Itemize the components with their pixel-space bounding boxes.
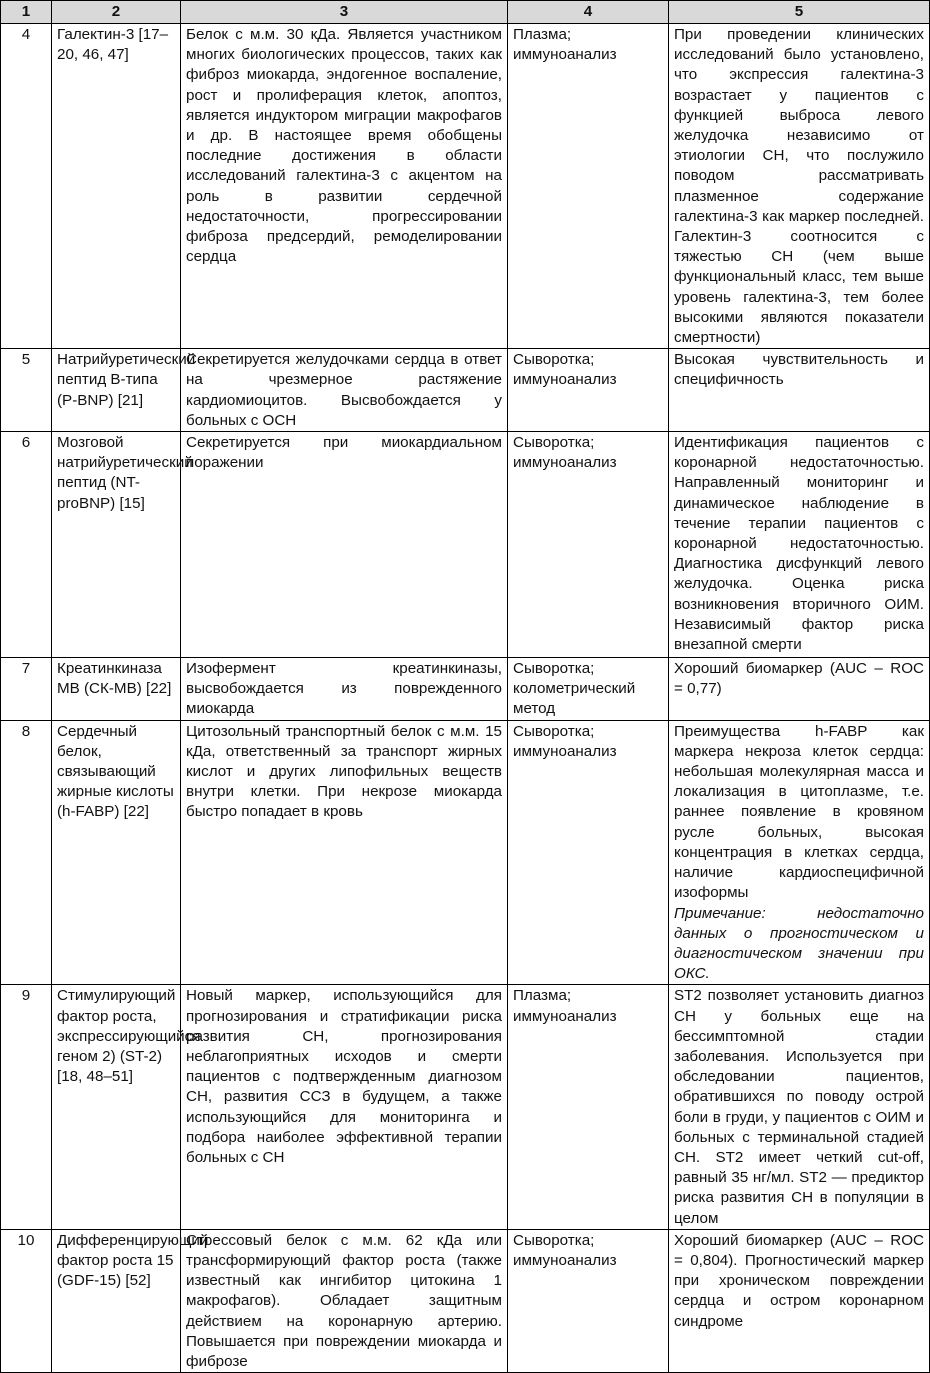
clinical-significance-text: Высокая чувствительность и специфичность: [674, 351, 924, 389]
column-header-3: 3: [181, 1, 508, 24]
marker-description: Стрессовый белок с м.м. 62 кДа или трансформирующий фактор роста (также известный как ингибитор цитокина 1 макрофагов). Обладает защитным действием на коронарную артерию. Повышается при повреждении миокарда и фиброзе: [181, 1229, 508, 1372]
marker-name: Мозговой натрийуретический пептид (NT-proBNP) [15]: [52, 432, 181, 658]
sample-and-method: Сыворотка; колометрический метод: [508, 658, 669, 721]
sample-and-method: Плазма; иммуноанализ: [508, 24, 669, 349]
row-number: 6: [1, 432, 52, 658]
marker-name: Натрийуретический пептид В-типа (P-BNP) [21]: [52, 349, 181, 432]
table-row: [1, 720, 930, 985]
sample-and-method: Сыворотка; иммуноанализ: [508, 720, 669, 985]
table-row: [1, 432, 930, 658]
marker-name: Сердечный белок, связывающий жирные кислоты (h-FABP) [22]: [52, 720, 181, 985]
column-header-2: 2: [52, 1, 181, 24]
marker-name: Стимулирующий фактор роста, экспрессирующийся геном 2) (ST-2) [18, 48–51]: [52, 985, 181, 1229]
clinical-significance: [669, 24, 930, 349]
marker-name: Креатинкиназа МВ (СК-МВ) [22]: [52, 658, 181, 721]
clinical-significance-text: Преимущества h-FABP как маркера некроза клеток сердца: небольшая молекулярная масса и локализация в цитоплазме, т.е. раннее появление в кровяном русле больных, высокая концентрация в клетках сердца, наличие кардиоспецифичной изоформы: [674, 722, 924, 902]
clinical-significance-text: При проведении клинических исследований было установлено, что экспрессия галектина-3 возрастает у пациентов с функцией выброса левого желудочка независимо от этиологии СН, что послужило поводом рассматривать плазменное содержание галектина-3 как маркер последней. Галектин-3 соотносится с тяжестью СН (чем выше функциональный класс, тем выше уровень галектина-3, тем более высокими являются показатели смертности): [674, 26, 924, 347]
table-row: [1, 658, 930, 721]
column-header-4: 4: [508, 1, 669, 24]
header-row: [1, 1, 930, 24]
table-row: [1, 985, 930, 1229]
row-number: 10: [1, 1229, 52, 1372]
clinical-significance: [669, 432, 930, 658]
clinical-significance: [669, 658, 930, 721]
marker-description: Секретируется при миокардиальном поражении: [181, 432, 508, 658]
clinical-significance-text: Хороший биомаркер (AUC – ROC = 0,804). Прогностический маркер при хроническом повреждении сердца и остром коронарном синдроме: [674, 1231, 924, 1330]
clinical-significance: [669, 720, 930, 985]
marker-description: Белок с м.м. 30 кДа. Является участником многих биологических процессов, таких как фиброз миокарда, эндогенное воспаление, рост и пролиферация клеток, апоптоз, является индуктором миграции макрофагов и др. В настоящее время обобщены последние достижения в области исследований галектина-3 с акцентом на роль в развитии сердечной недостаточности, прогрессировании фиброза предсердий, ремоделировании сердца: [181, 24, 508, 349]
sample-and-method: Сыворотка; иммуноанализ: [508, 1229, 669, 1372]
sample-and-method: Сыворотка; иммуноанализ: [508, 432, 669, 658]
marker-description: Секретируется желудочками сердца в ответ на чрезмерное растяжение кардиомиоцитов. Высвобождается у больных с ОСН: [181, 349, 508, 432]
marker-description: Изофермент креатинкиназы, высвобождается из поврежденного миокарда: [181, 658, 508, 721]
clinical-significance: [669, 349, 930, 432]
table-row: [1, 1229, 930, 1372]
row-number: 5: [1, 349, 52, 432]
column-header-5: 5: [669, 1, 930, 24]
row-number: 7: [1, 658, 52, 721]
row-number: 9: [1, 985, 52, 1229]
clinical-significance-text: Хороший биомаркер (AUC – ROC = 0,77): [674, 660, 924, 698]
table-row: [1, 349, 930, 432]
clinical-significance: [669, 1229, 930, 1372]
row-number: 4: [1, 24, 52, 349]
clinical-significance-text: Идентификация пациентов с коронарной недостаточностью. Направленный мониторинг и динамическое наблюдение в течение терапии пациентов с коронарной недостаточностью. Диагностика дисфункций левого желудочка. Оценка риска возникновения вторичного ОИМ. Независимый фактор риска внезапной смерти: [674, 434, 924, 654]
sample-and-method: Плазма; иммуноанализ: [508, 985, 669, 1229]
clinical-significance: [669, 985, 930, 1229]
marker-name: Дифференцирующий фактор роста 15 (GDF-15) [52]: [52, 1229, 181, 1372]
clinical-remark: Примечание: недостаточно данных о прогностическом и диагностическом значении при ОКС.: [674, 904, 924, 983]
sample-and-method: Сыворотка; иммуноанализ: [508, 349, 669, 432]
marker-name: Галектин-3 [17–20, 46, 47]: [52, 24, 181, 349]
table-row: [1, 24, 930, 349]
clinical-significance-text: ST2 позволяет установить диагноз СН у больных еще на бессимптомной стадии заболевания. Используется при обследовании пациентов, обратившихся по поводу острой боли в груди, у пациентов с ОИМ и больных с терминальной стадией СН. ST2 имеет четкий cut-off, равный 35 нг/мл. ST2 — предиктор риска развития СН в популяции в целом: [674, 987, 924, 1227]
marker-description: Цитозольный транспортный белок с м.м. 15 кДа, ответственный за транспорт жирных кислот и других липофильных веществ внутри клетки. При некрозе миокарда быстро попадает в кровь: [181, 720, 508, 985]
column-header-1: 1: [1, 1, 52, 24]
row-number: 8: [1, 720, 52, 985]
marker-description: Новый маркер, использующийся для прогнозирования и стратификации риска развития СН, прогнозирования неблагоприятных исходов и смерти пациентов с подтвержденным диагнозом СН, развития ССЗ в будущем, а также использующийся для мониторинга и подбора наиболее эффективной терапии больных с СН: [181, 985, 508, 1229]
